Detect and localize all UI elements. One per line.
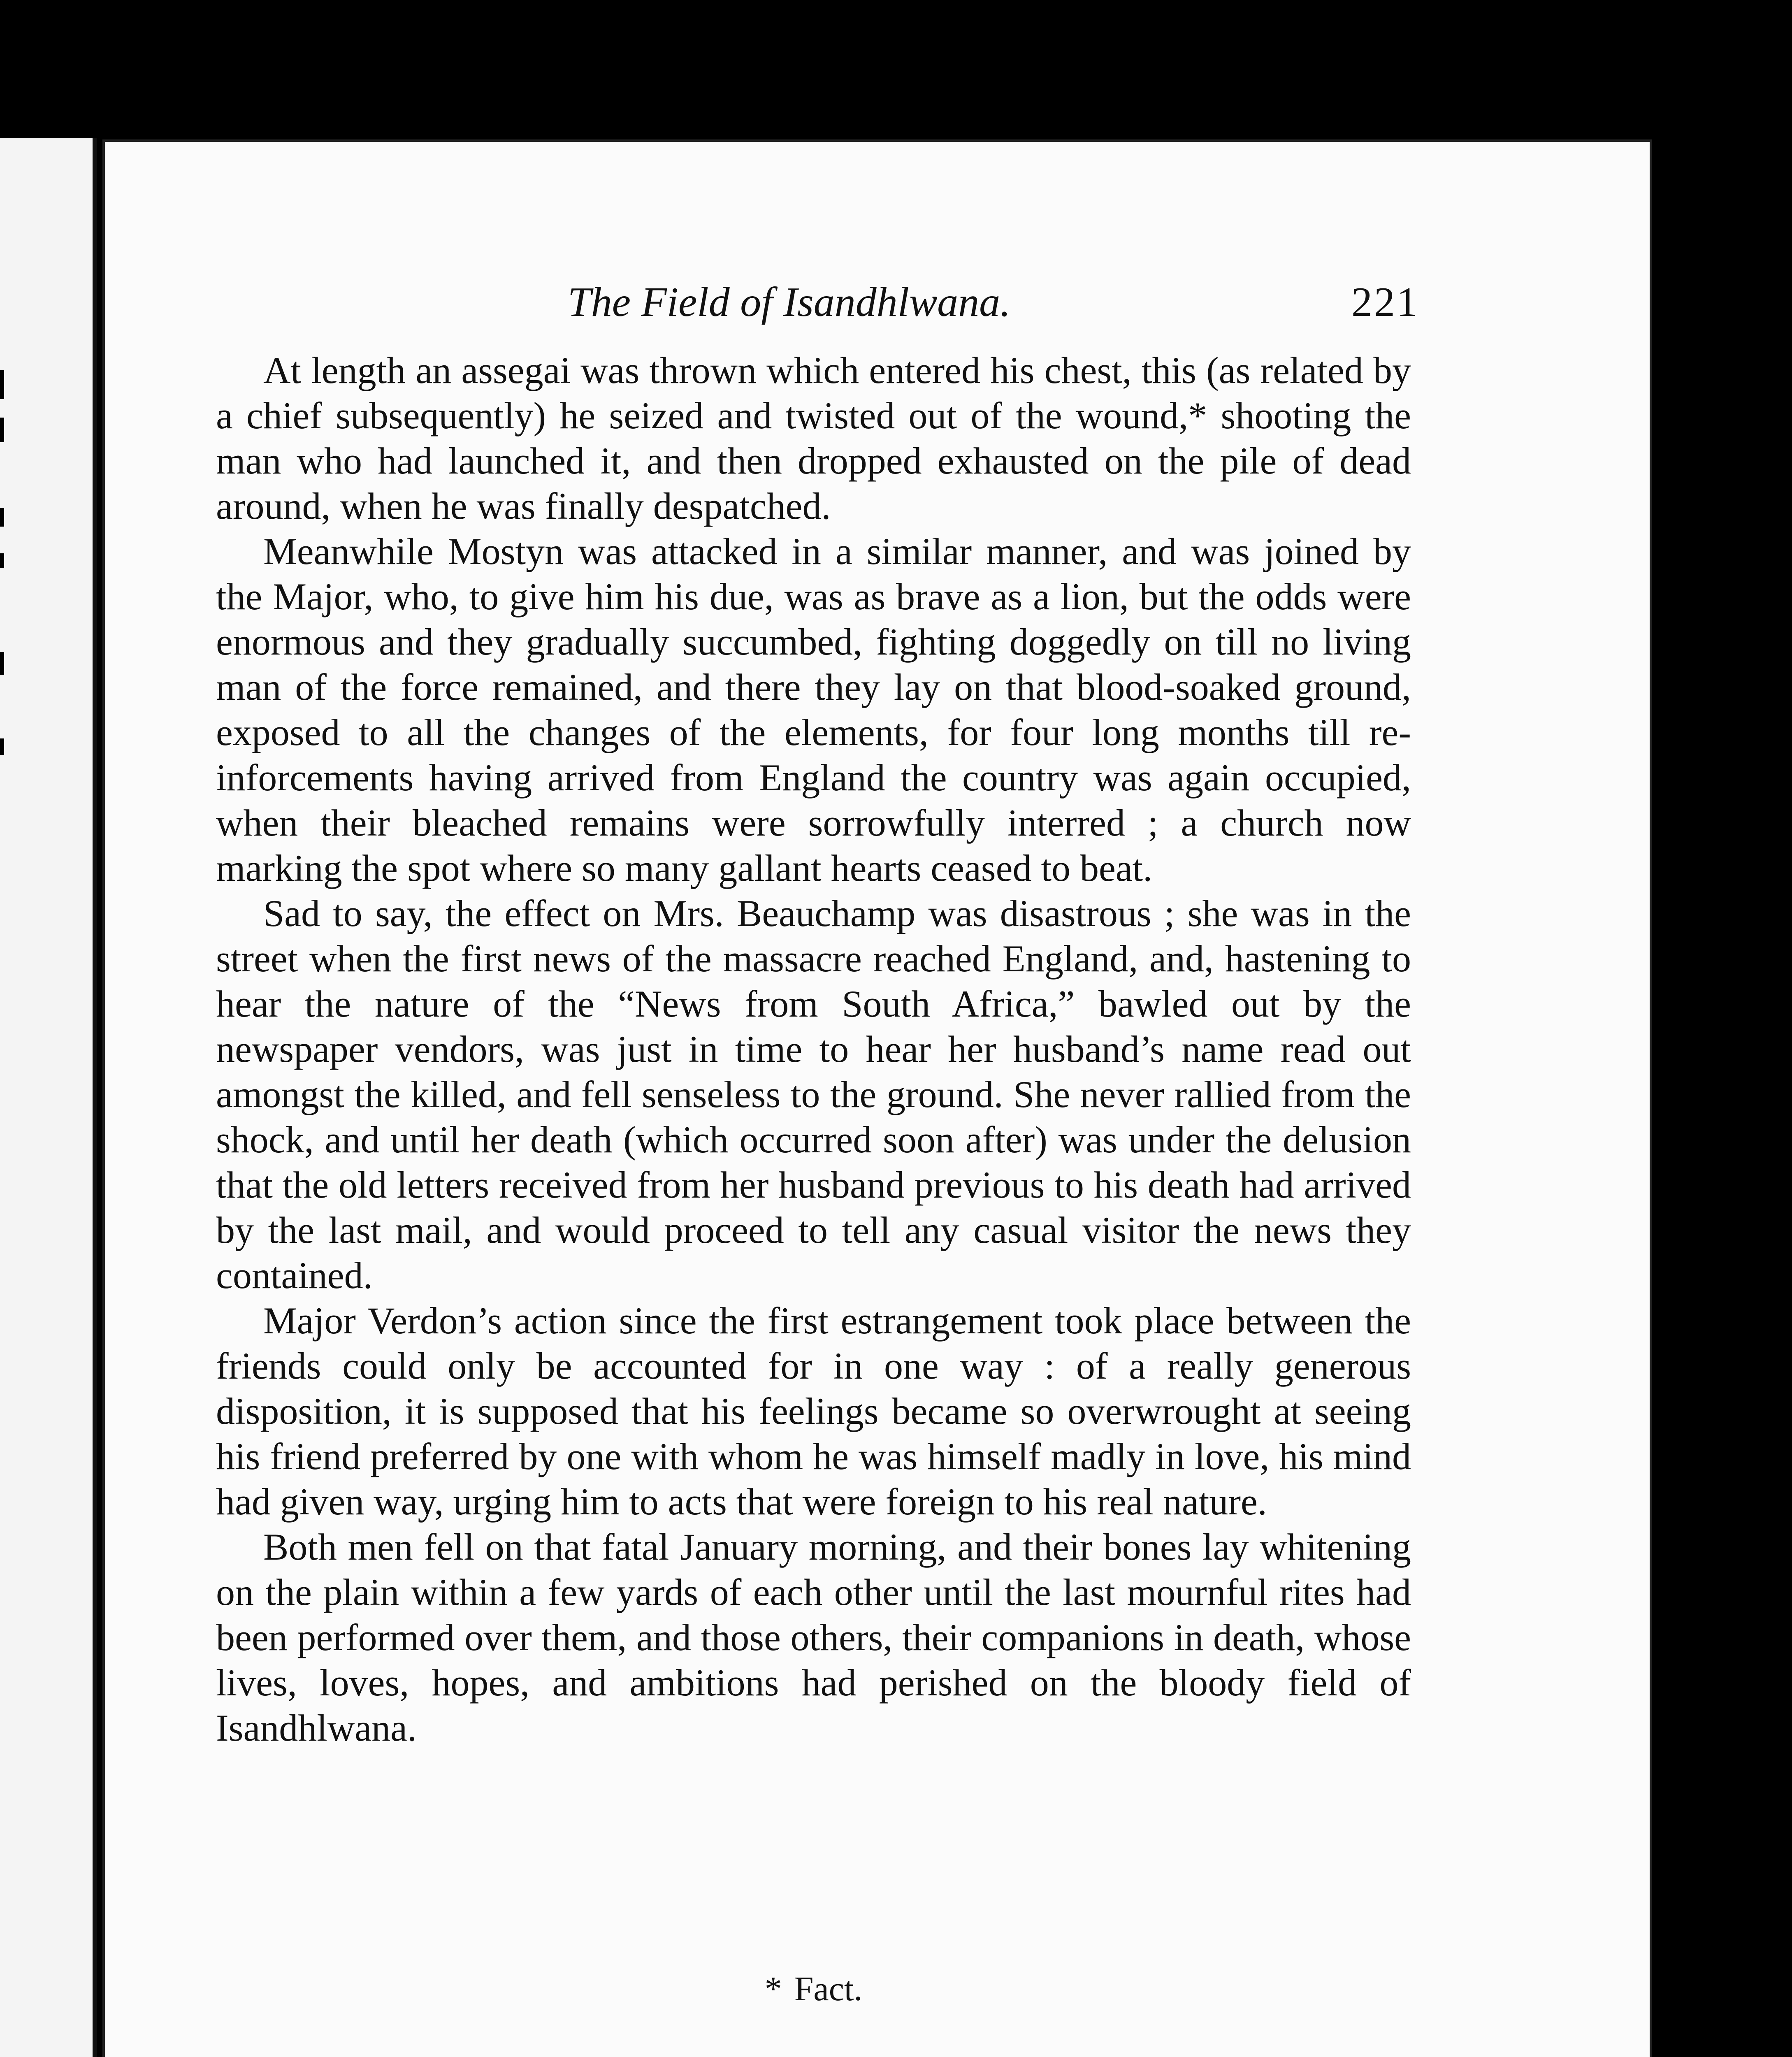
page-number: 221 xyxy=(1351,279,1419,325)
paragraph: Meanwhile Mostyn was attacked in a similar manner, and was joined by the Major, who, to give him his due, was as brave as a lion, but the odds were enormous and they gradually succumbed, fighting doggedly on till no living man of the force remained, and there they lay on that blood-soaked ground, exposed to all the changes of the elements, for four long months till re-inforcements having arrived from England the country was again occupied, when their bleached remains were sorrowfully interred ; a church now marking the spot where so many gallant hearts ceased to beat. xyxy=(216,530,1411,889)
left-page-text-fragment xyxy=(0,508,4,527)
adjacent-left-page-edge xyxy=(0,138,97,2057)
footnote-text: Fact. xyxy=(794,1970,863,2008)
paragraph: Major Verdon’s action since the first estrangement took place between the friends could only be accounted for in one way : of a really generous disposition, it is supposed that his feelings became so overwrought at seeing his friend preferred by one with whom he was himself madly in love, his mind had given way, urging him to acts that were foreign to his real nature. xyxy=(216,1300,1411,1523)
paragraph: Both men fell on that fatal January morning, and their bones lay whitening on the plain within a few yards of each other until the last mournful rites had been performed over them, and those others, their companions in death, whose lives, loves, hopes, and ambitions had perished on the bloody field of Isandhlwana. xyxy=(216,1526,1411,1749)
footnote-marker: * xyxy=(764,1970,782,2008)
footnote xyxy=(216,1964,1411,2014)
running-title: The Field of Isandhlwana. xyxy=(568,279,1011,325)
paragraph: Sad to say, the effect on Mrs. Beauchamp was disastrous ; she was in the street when the first news of the massacre reached England, and, hastening to hear the nature of the “News from South Africa,” bawled out by the newspaper vendors, was just in time to hear her husband’s name read out amongst the killed, and fell senseless to the ground. She never rallied from the shock, and until her death (which occurred soon after) was under the delusion that the old letters received from her husband previous to his death had arrived by the last mail, and would proceed to tell any casual visitor the news they contained. xyxy=(216,892,1411,1296)
left-page-text-fragment xyxy=(0,553,4,568)
left-page-text-fragment xyxy=(0,370,4,399)
body-text xyxy=(216,348,1411,1751)
running-header xyxy=(105,265,1650,339)
book-page xyxy=(105,142,1650,2057)
left-page-text-fragment xyxy=(0,418,4,442)
left-page-text-fragment xyxy=(0,738,4,755)
left-page-text-fragment xyxy=(0,652,4,675)
paragraph: At length an assegai was thrown which entered his chest, this (as related by a chief subsequently) he seized and twisted out of the wound,* shooting the man who had launched it, and then dropped exhausted on the pile of dead around, when he was finally despatched. xyxy=(216,349,1411,527)
